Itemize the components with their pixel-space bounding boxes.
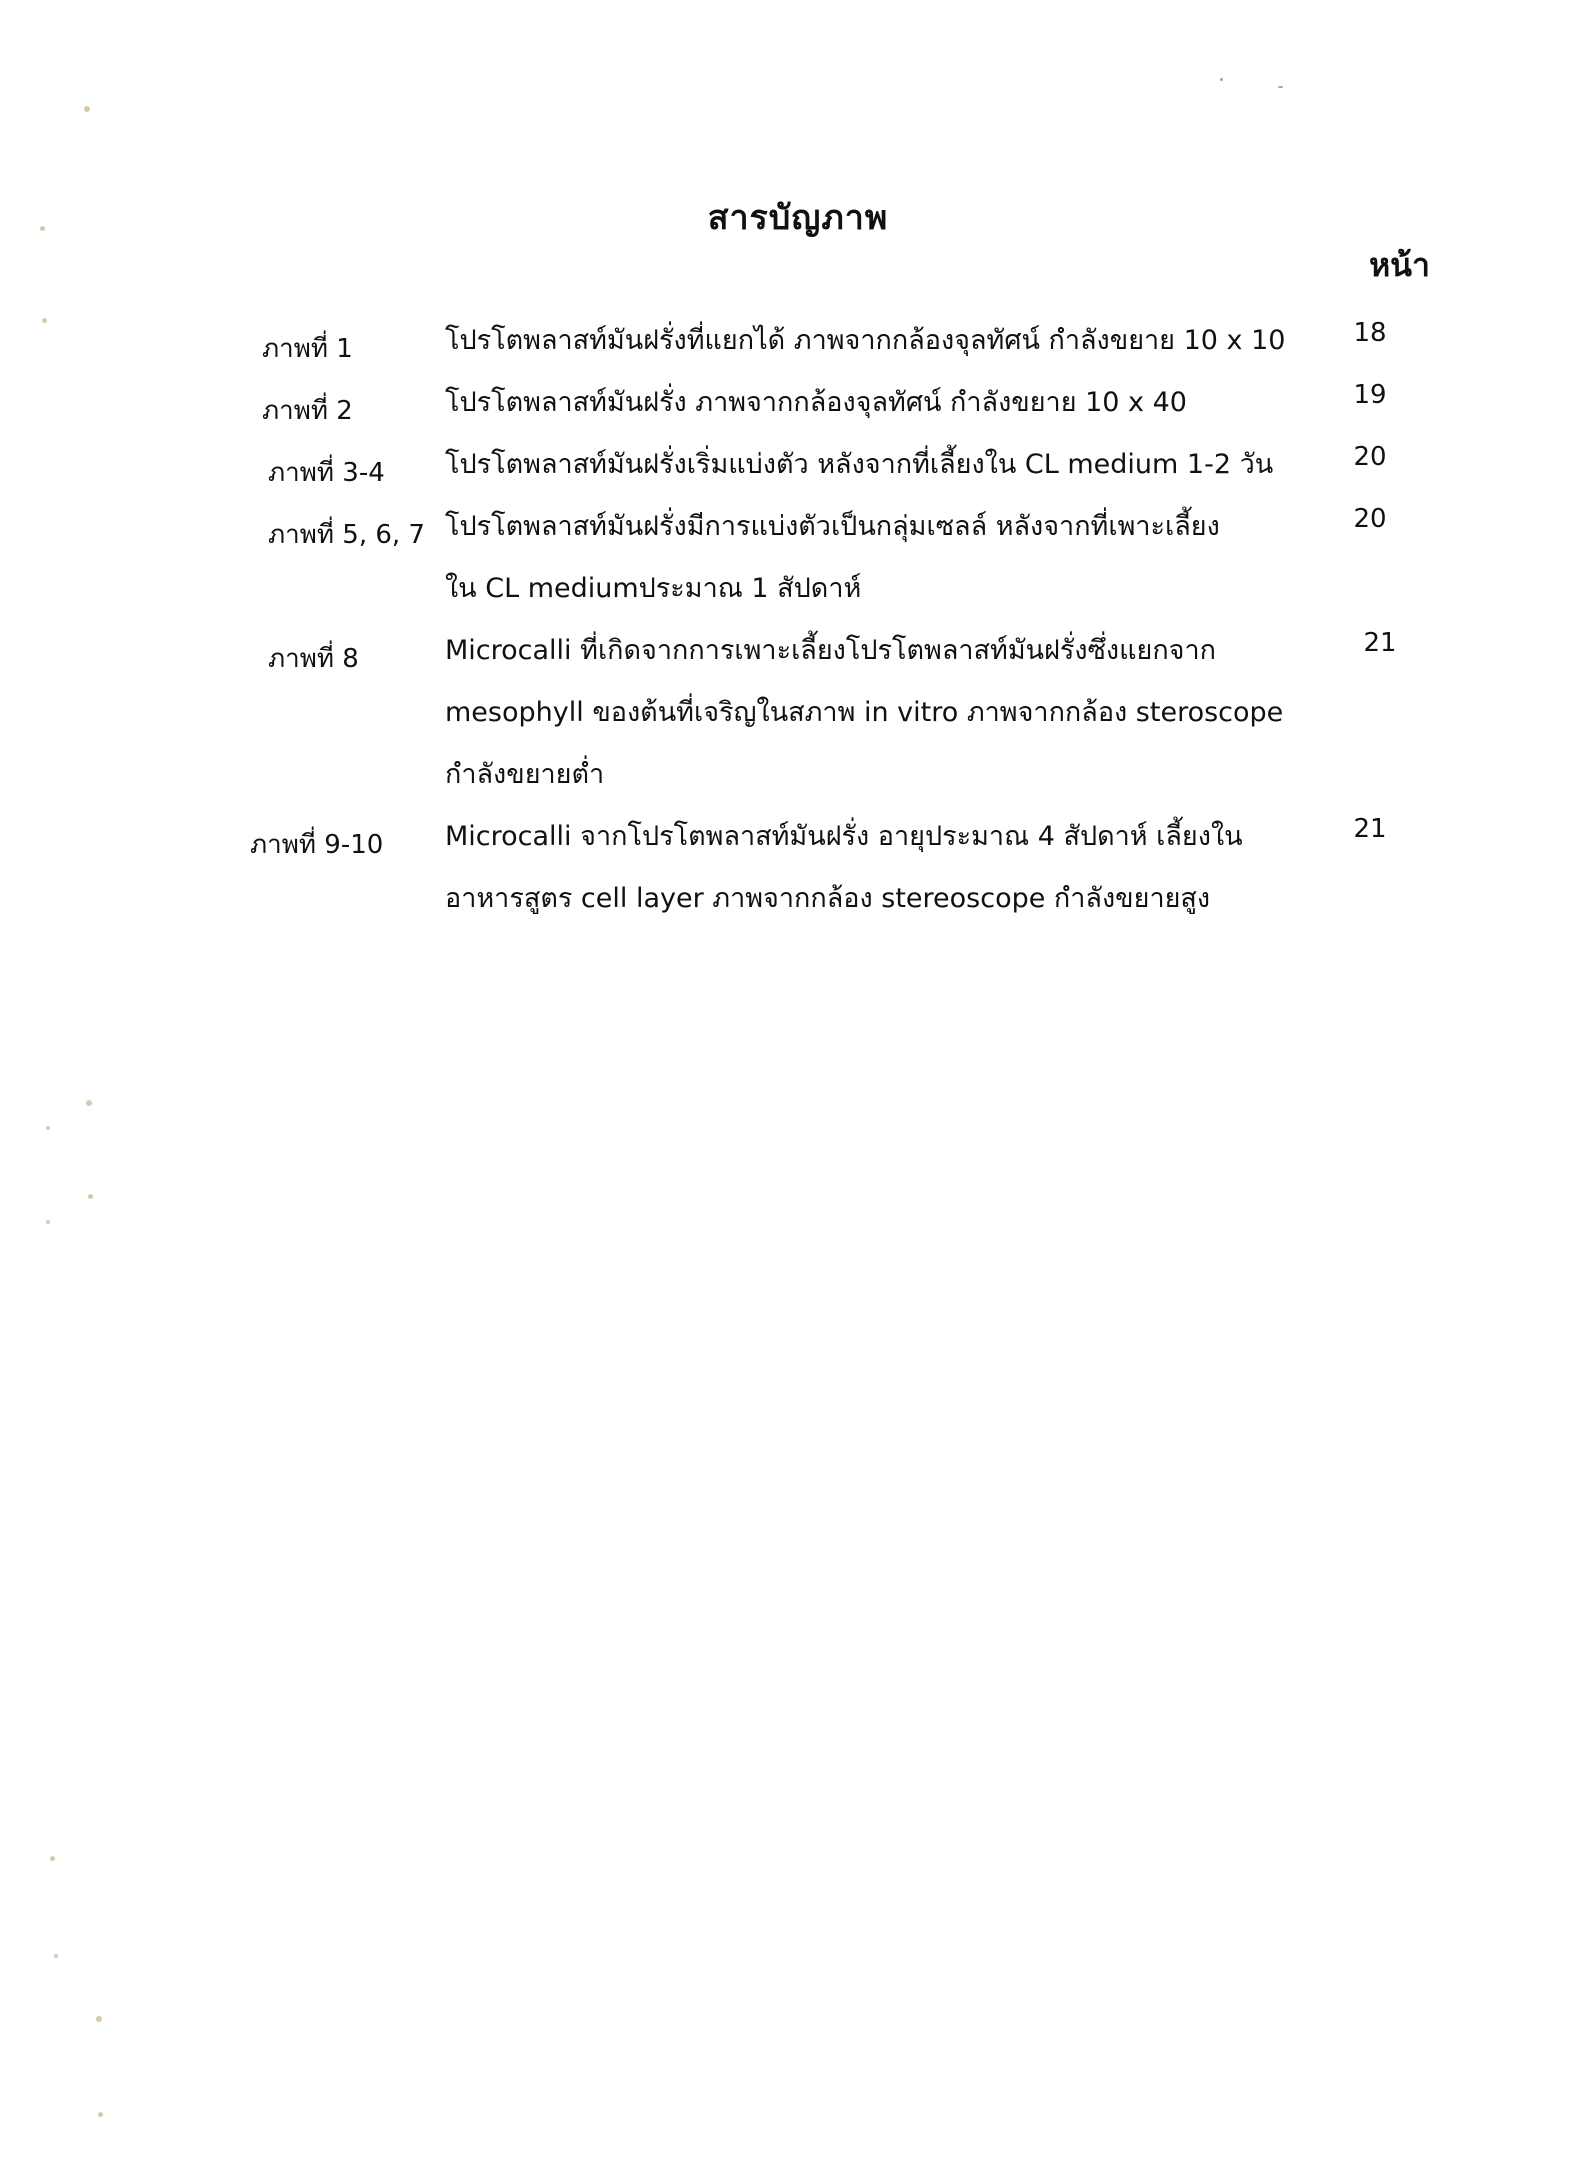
scan-speck [40,226,45,231]
figure-description [445,372,1345,434]
page-title: สารบัญภาพ [707,198,889,238]
page-number: 20 [1353,504,1387,534]
description-line: โปรโตพลาสท์มันฝรั่งมีการแบ่งตัวเป็นกลุ่มเซลล์ หลังจากที่เพาะเลี้ยง [445,511,1220,542]
scan-speck [42,318,47,323]
scan-speck [98,2112,103,2117]
page-column-header: หน้า [1369,246,1430,284]
scan-speck [96,2016,102,2022]
figure-description [445,806,1345,930]
page-number: 20 [1353,442,1387,472]
description-line: อาหารสูตร cell layer ภาพจากกล้อง stereoscope กำลังขยายสูง [445,883,1211,914]
description-line: โปรโตพลาสท์มันฝรั่งเริ่มแบ่งตัว หลังจากที่เลี้ยงใน CL medium 1-2 วัน [445,449,1274,480]
scan-speck [86,1100,92,1106]
scan-speck [46,1126,50,1130]
figure-description [445,496,1345,620]
figure-label: ภาพที่ 3-4 [268,458,385,488]
scan-speck [1220,78,1223,81]
figure-description [445,434,1345,496]
figure-label: ภาพที่ 9-10 [250,830,384,860]
page-number: 21 [1353,814,1387,844]
figure-description [445,620,1345,806]
figure-label: ภาพที่ 2 [262,396,353,426]
scan-speck [46,1220,50,1224]
page-number: 19 [1353,380,1387,410]
description-line: โปรโตพลาสท์มันฝรั่งที่แยกได้ ภาพจากกล้องจุลทัศน์ กำลังขยาย 10 x 10 [445,325,1286,356]
figure-label: ภาพที่ 8 [268,644,359,674]
description-line: โปรโตพลาสท์มันฝรั่ง ภาพจากกล้องจุลทัศน์ กำลังขยาย 10 x 40 [445,387,1187,418]
description-line: mesophyll ของต้นที่เจริญในสภาพ in vitro ภาพจากกล้อง steroscope [445,697,1284,728]
description-line: กำลังขยายต่ำ [445,759,605,790]
scan-speck [54,1954,58,1958]
page-number: 18 [1353,318,1387,348]
scan-speck [50,1856,55,1861]
scan-speck [88,1194,93,1199]
page-number: 21 [1363,628,1397,658]
description-line: ใน CL mediumประมาณ 1 สัปดาห์ [445,573,862,604]
description-line: Microcalli ที่เกิดจากการเพาะเลี้ยงโปรโตพลาสท์มันฝรั่งซึ่งแยกจาก [445,635,1216,666]
figure-label: ภาพที่ 5, 6, 7 [268,520,425,550]
scan-speck [1278,86,1283,88]
figure-description [445,310,1345,372]
figure-label: ภาพที่ 1 [262,334,353,364]
scan-speck [84,106,90,112]
description-line: Microcalli จากโปรโตพลาสท์มันฝรั่ง อายุประมาณ 4 สัปดาห์ เลี้ยงใน [445,821,1243,852]
